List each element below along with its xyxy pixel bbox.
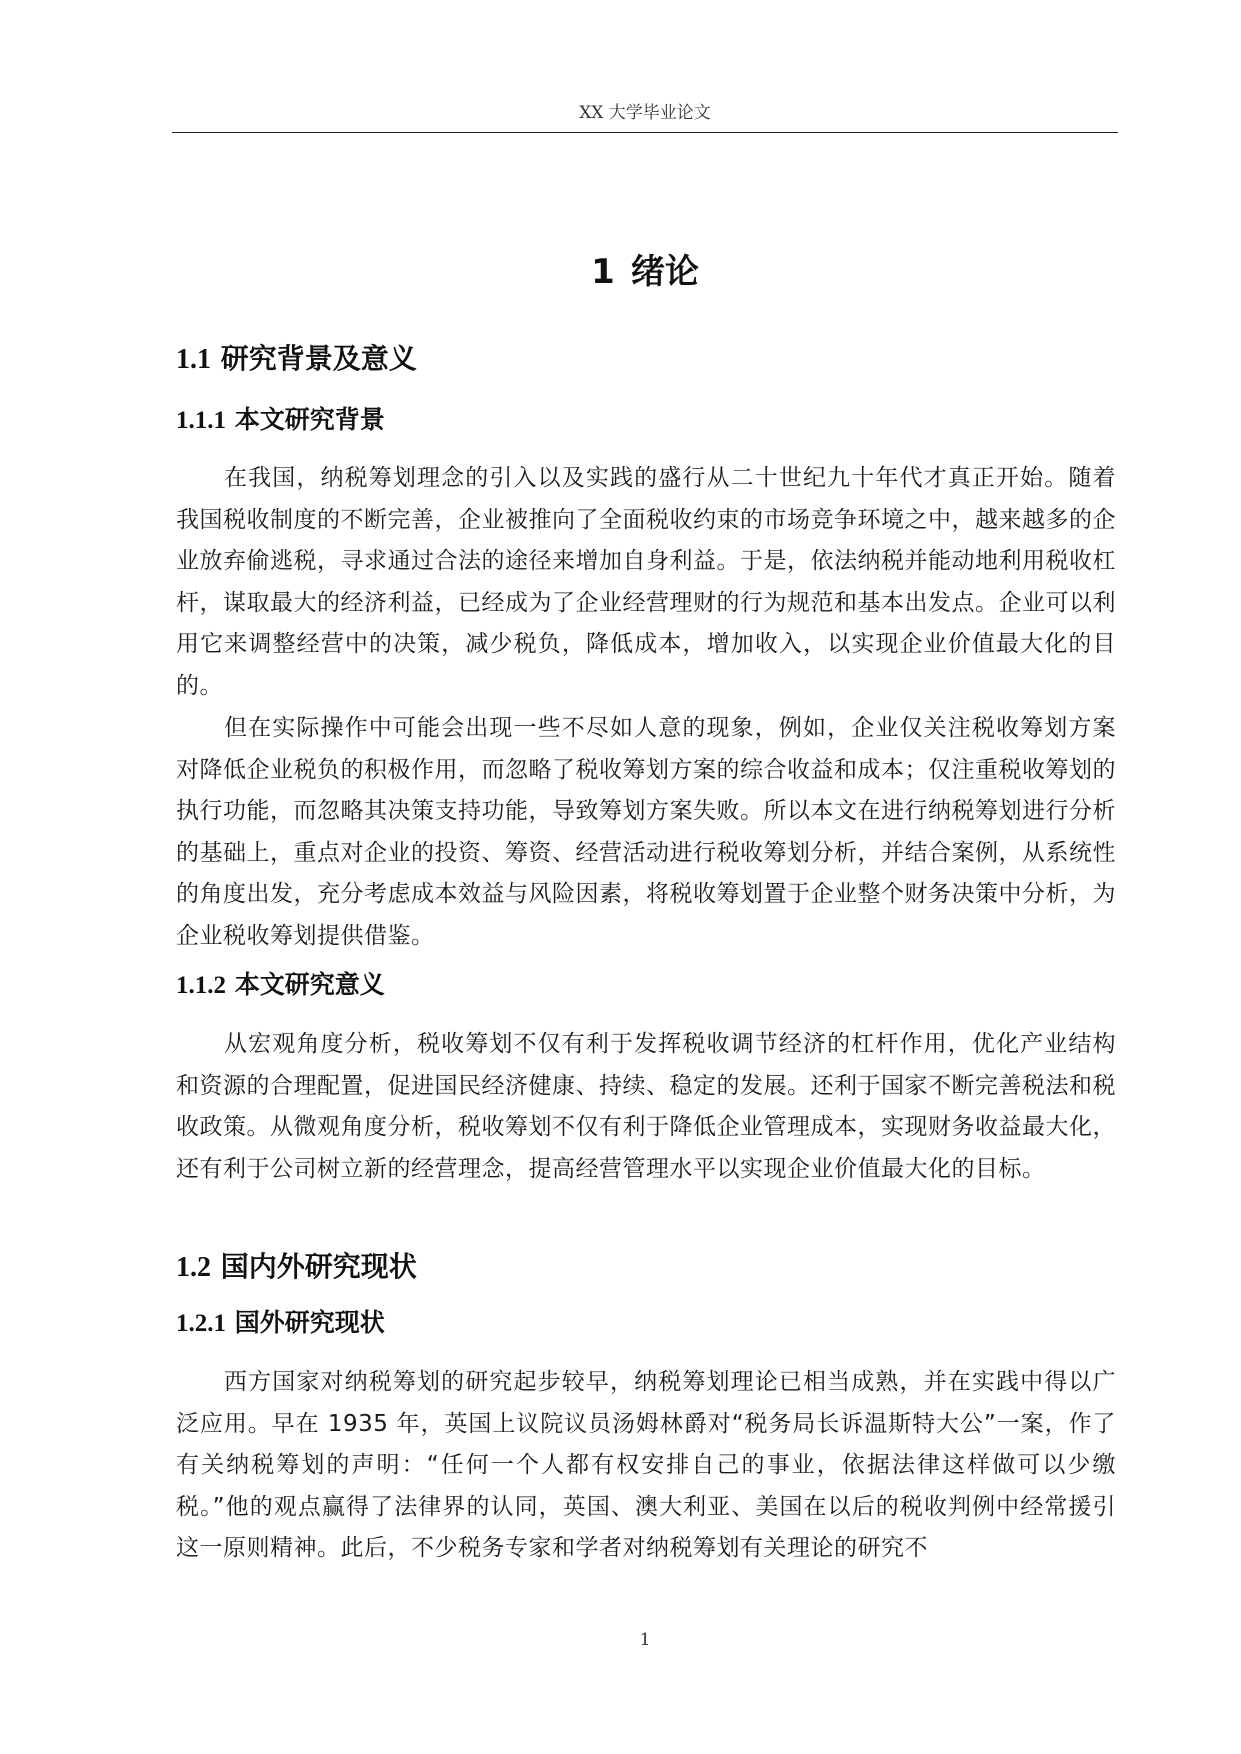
section-heading-1-2 xyxy=(176,1249,417,1286)
section-title: 本文研究背景 xyxy=(234,405,385,434)
running-header-text: XX 大学毕业论文 xyxy=(579,103,711,123)
section-number: 1.2.1 xyxy=(176,1310,226,1337)
chapter-number: 1 xyxy=(591,252,615,292)
section-heading-1-1-2 xyxy=(176,968,385,1003)
chapter-title-text: 绪论 xyxy=(630,252,699,292)
page-number: 1 xyxy=(639,1630,651,1650)
section-title: 本文研究意义 xyxy=(234,970,385,999)
section-number: 1.1.2 xyxy=(176,972,226,999)
chapter-title xyxy=(172,250,1118,294)
section-title: 研究背景及意义 xyxy=(220,342,417,375)
body-paragraph: 但在实际操作中可能会出现一些不尽如人意的现象，例如，企业仅关注税收筹划方案对降低企业税负的积极作用，而忽略了税收筹划方案的综合收益和成本；仅注重税收筹划的执行功能，而忽略其决策支持功能，导致筹划方案失败。所以本文在进行纳税筹划进行分析的基础上，重点对企业的投资、筹资、经营活动进行税收筹划分析，并结合案例，从系统性的角度出发，充分考虑成本效益与风险因素，将税收筹划置于企业整个财务决策中分析，为企业税收筹划提供借鉴。 xyxy=(176,715,1116,949)
section-title: 国内外研究现状 xyxy=(220,1250,417,1283)
body-paragraph: 在我国，纳税筹划理念的引入以及实践的盛行从二十世纪九十年代才真正开始。随着我国税收制度的不断完善，企业被推向了全面税收约束的市场竞争环境之中，越来越多的企业放弃偷逃税，寻求通过合法的途径来增加自身利益。于是，依法纳税并能动地利用税收杠杆，谋取最大的经济利益，已经成为了企业经营理财的行为规范和基本出发点。企业可以利用它来调整经营中的决策，减少税负，降低成本，增加收入，以实现企业价值最大化的目的。 xyxy=(176,465,1116,699)
section-title: 国外研究现状 xyxy=(234,1308,385,1337)
section-number: 1.2 xyxy=(176,1252,211,1283)
body-paragraph: 从宏观角度分析，税收筹划不仅有利于发挥税收调节经济的杠杆作用，优化产业结构和资源的合理配置，促进国民经济健康、持续、稳定的发展。还利于国家不断完善税法和税收政策。从微观角度分析，税收筹划不仅有利于降低企业管理成本，实现财务收益最大化，还有利于公司树立新的经营理念，提高经营管理水平以实现企业价值最大化的目标。 xyxy=(176,1031,1116,1182)
section-number: 1.1.1 xyxy=(176,407,226,434)
section-heading-1-1-1 xyxy=(176,403,385,438)
section-heading-1-1 xyxy=(176,341,417,378)
section-number: 1.1 xyxy=(176,344,211,375)
running-header xyxy=(172,102,1118,133)
body-paragraph: 西方国家对纳税筹划的研究起步较早，纳税筹划理论已相当成熟，并在实践中得以广泛应用。早在 1935 年，英国上议院议员汤姆林爵对“税务局长诉温斯特大公”一案，作了有关纳税筹划的声明：“任何一个人都有权安排自己的事业，依据法律这样做可以少缴税。”他的观点赢得了法律界的认同，英国、澳大利亚、美国在以后的税收判例中经常援引这一原则精神。此后，不少税务专家和学者对纳税筹划有关理论的研究不 xyxy=(176,1369,1116,1561)
section-heading-1-2-1 xyxy=(176,1306,385,1341)
